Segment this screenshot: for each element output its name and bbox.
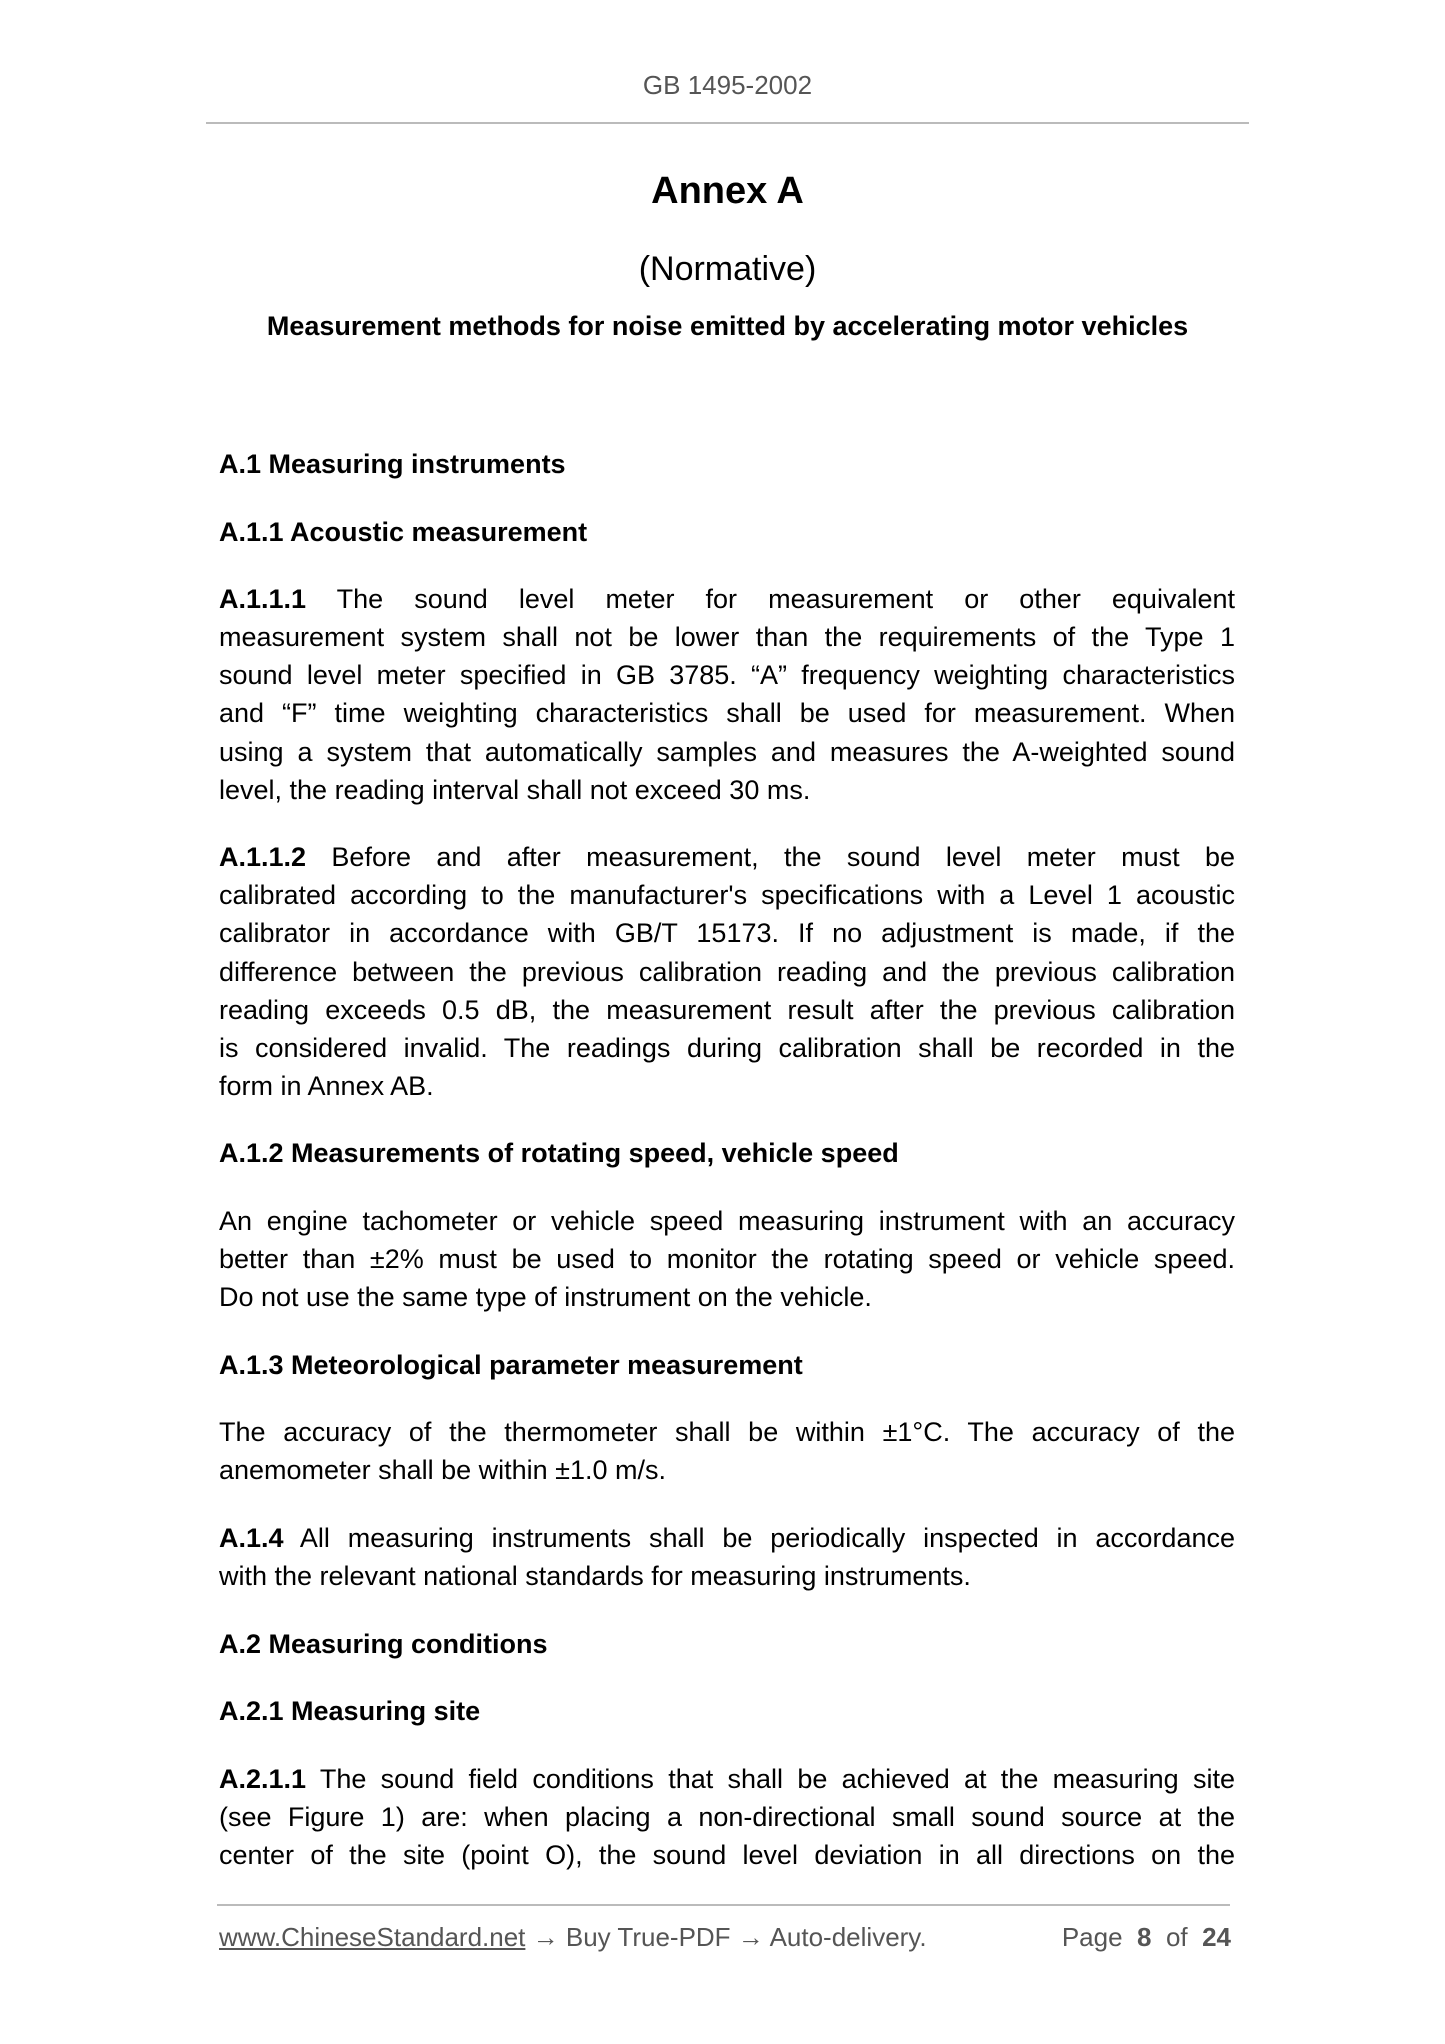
text-line: using a system that automatically samples and measures the A-weighted sound [219, 736, 1235, 767]
text-line: The sound field conditions that shall be achieved at the measuring site [306, 1763, 1235, 1794]
website-link[interactable]: www.ChineseStandard.net [219, 1922, 526, 1952]
text-line: measurement system shall not be lower than the requirements of the Type 1 [219, 622, 1235, 653]
text-line: form in Annex AB. [219, 1070, 434, 1101]
of-label: of [1165, 1922, 1188, 1952]
annex-subtitle: Measurement methods for noise emitted by accelerating motor vehicles [266, 311, 1189, 341]
paragraph-a211 [219, 1760, 1235, 1874]
paragraph-a14 [219, 1519, 1235, 1595]
text-line: center of the site (point O), the sound level deviation in all directions on the [219, 1840, 1235, 1871]
paragraph-a112 [219, 838, 1235, 1105]
text-line: An engine tachometer or vehicle speed measuring instrument with an accuracy [219, 1206, 1235, 1236]
text-line: calibrator in accordance with GB/T 15173. If no adjustment is made, if the [219, 918, 1235, 949]
clause-label: A.1.1.2 [219, 842, 307, 873]
text-line: with the relevant national standards for measuring instruments. [219, 1561, 971, 1592]
heading-a11: A.1.1 Acoustic measurement [219, 516, 588, 547]
page-number [1062, 1922, 1231, 1953]
text-line: and “F” time weighting characteristics shall be used for measurement. When [219, 698, 1235, 729]
document-body [219, 445, 1235, 1904]
document-id-header: GB 1495-2002 [642, 70, 813, 100]
paragraph-a13 [219, 1413, 1235, 1489]
footer-text: → Buy True-PDF → Auto-delivery. [525, 1922, 927, 1952]
annex-title: Annex A [651, 170, 804, 212]
page-label: Page [1061, 1922, 1123, 1952]
clause-label: A.1.1.1 [219, 584, 307, 615]
heading-a2: A.2 Measuring conditions [219, 1628, 548, 1659]
text-line: (see Figure 1) are: when placing a non-directional small sound source at the [219, 1802, 1235, 1833]
heading-a13: A.1.3 Meteorological parameter measurement [219, 1349, 803, 1380]
paragraph-a12 [219, 1202, 1235, 1316]
clause-label: A.1.4 [219, 1523, 284, 1554]
text-line: anemometer shall be within ±1.0 m/s. [219, 1455, 667, 1486]
text-line: The accuracy of the thermometer shall be within ±1°C. The accuracy of the [219, 1417, 1235, 1448]
text-line: All measuring instruments shall be periodically inspected in accordance [283, 1523, 1235, 1554]
text-line: Before and after measurement, the sound level meter must be [306, 842, 1235, 873]
footer-promo [219, 1922, 927, 1953]
text-line: sound level meter specified in GB 3785. “A” frequency weighting characteristics [219, 660, 1235, 691]
heading-a12: A.1.2 Measurements of rotating speed, vehicle speed [219, 1138, 899, 1169]
text-line: is considered invalid. The readings during calibration shall be recorded in the [219, 1032, 1235, 1063]
annex-type: (Normative) [638, 250, 817, 288]
text-line: better than ±2% must be used to monitor the rotating speed or vehicle speed. [219, 1244, 1235, 1275]
text-line: level, the reading interval shall not exceed 30 ms. [219, 774, 811, 805]
footer-rule [217, 1904, 1230, 1906]
heading-a21: A.2.1 Measuring site [219, 1696, 481, 1727]
text-line: Do not use the same type of instrument on the vehicle. [219, 1282, 872, 1313]
total-pages: 24 [1202, 1922, 1231, 1952]
text-line: The sound level meter for measurement or other equivalent [306, 584, 1235, 615]
header-rule [206, 122, 1249, 124]
paragraph-a111 [219, 580, 1235, 809]
clause-label: A.2.1.1 [219, 1763, 307, 1794]
text-line: calibrated according to the manufacturer's specifications with a Level 1 acoustic [219, 880, 1235, 911]
current-page: 8 [1137, 1922, 1152, 1952]
heading-a1: A.1 Measuring instruments [219, 449, 566, 479]
text-line: reading exceeds 0.5 dB, the measurement result after the previous calibration [219, 994, 1235, 1025]
text-line: difference between the previous calibration reading and the previous calibration [219, 956, 1235, 987]
